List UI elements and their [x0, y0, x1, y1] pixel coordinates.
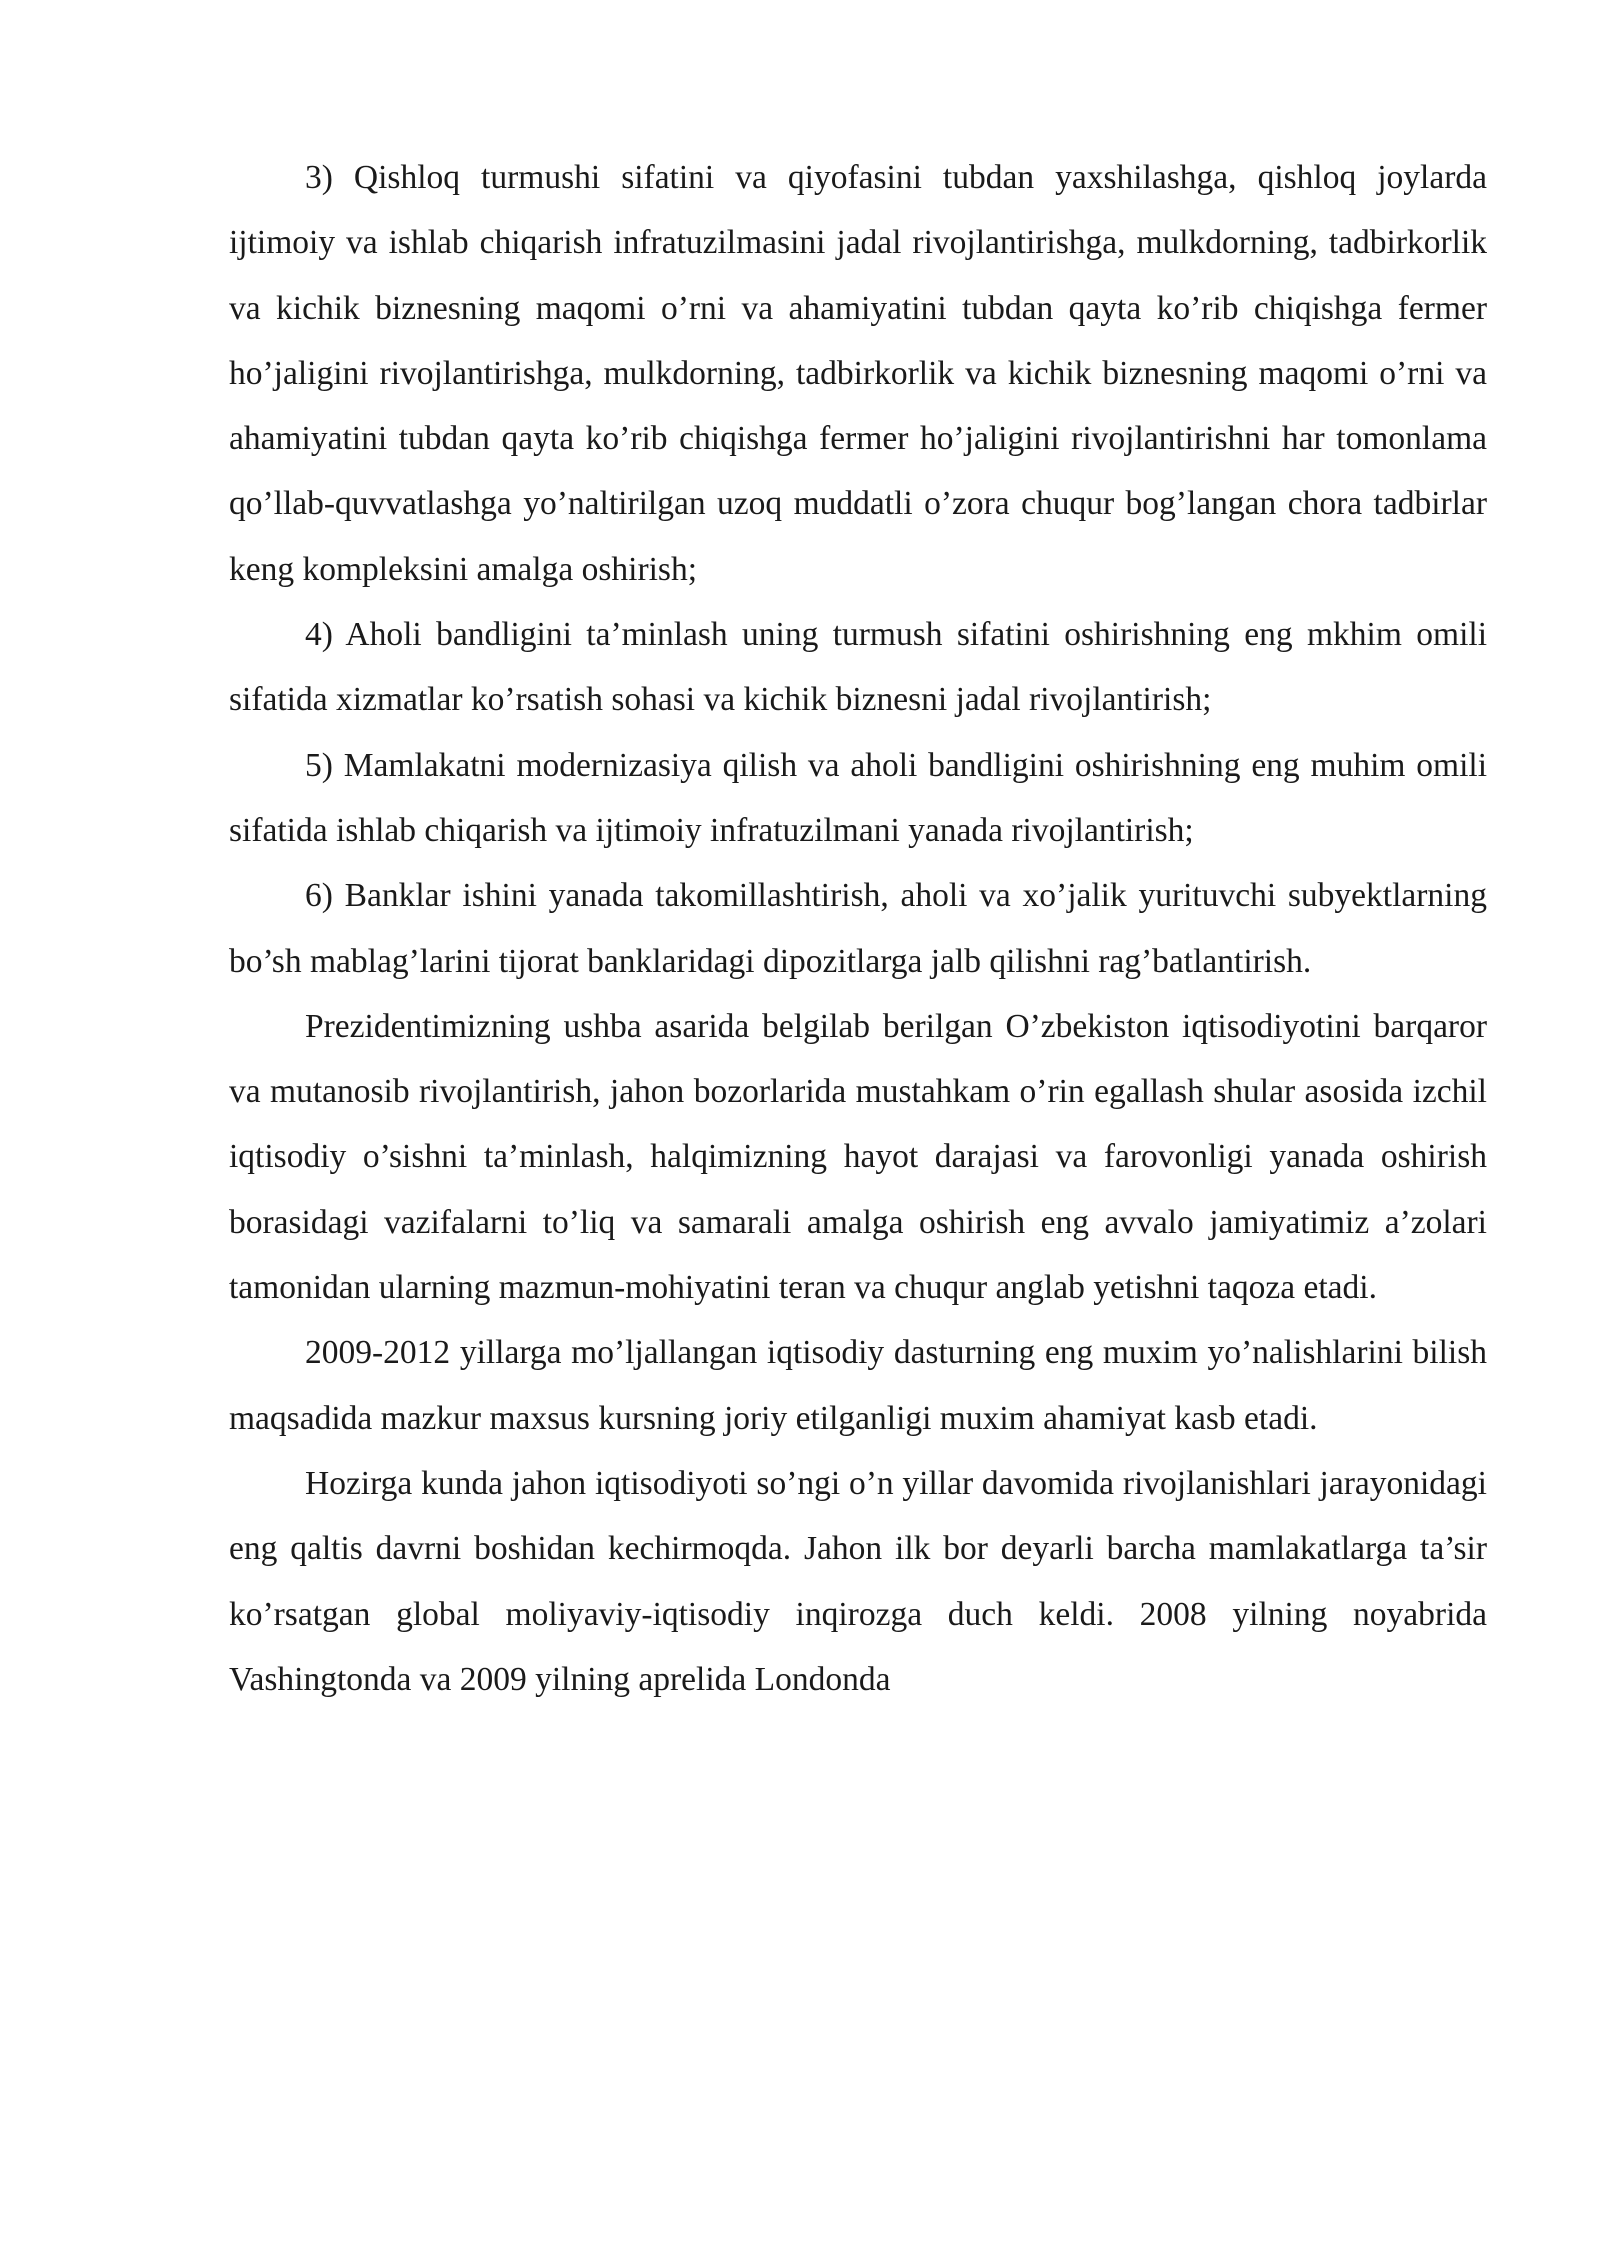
paragraph-item-5: 5) Mamlakatni modernizasiya qilish va aholi bandligini oshirishning eng muhim omili sifatida ishlab chiqarish va ijtimoiy infratuzilmani yanada rivojlantirish;: [229, 746, 1487, 849]
paragraph-item-4: 4) Aholi bandligini ta’minlash uning turmush sifatini oshirishning eng mkhim omili sifatida xizmatlar ko’rsatish sohasi va kichik biznesni jadal rivojlantirish;: [229, 616, 1487, 719]
paragraph-item-3: 3) Qishloq turmushi sifatini va qiyofasini tubdan yaxshilashga, qishloq joylarda ijtimoiy va ishlab chiqarish infratuzilmasini jadal rivojlantirishga, mulkdorning, tadbirkorlik va kichik biznesning maqomi o’rni va ahamiyatini tubdan qayta ko’rib chiqishga fermer ho’jaligini rivojlantirishga, mulkdorning, tadbirkorlik va kichik biznesning maqomi o’rni va ahamiyatini tubdan qayta ko’rib chiqishga fermer ho’jaligini rivojlantirishni har tomonlama qo’llab-quvvatlashga yo’naltirilgan uzoq muddatli o’zora chuqur bog’langan chora tadbirlar keng kompleksini amalga oshirish;: [229, 159, 1487, 588]
paragraph-world-economy: Hozirga kunda jahon iqtisodiyoti so’ngi o’n yillar davomida rivojlanishlari jarayonidagi eng qaltis davrni boshidan kechirmoqda. Jahon ilk bor deyarli barcha mamlakatlarga ta’sir ko’rsatgan global moliyaviy-iqtisodiy inqirozga duch keldi. 2008 yilning noyabrida Vashingtonda va 2009 yilning aprelida Londonda: [229, 1464, 1487, 1698]
document-body: [229, 145, 1487, 1712]
paragraph-program-2009-2012: 2009-2012 yillarga mo’ljallangan iqtisodiy dasturning eng muxim yo’nalishlarini bilish maqsadida mazkur maxsus kursning joriy etilganligi muxim ahamiyat kasb etadi.: [229, 1334, 1487, 1437]
paragraph-item-6: 6) Banklar ishini yanada takomillashtirish, aholi va xo’jalik yurituvchi subyektlarning bo’sh mablag’larini tijorat banklaridagi dipozitlarga jalb qilishni rag’batlantirish.: [229, 877, 1487, 980]
paragraph-president: Prezidentimizning ushba asarida belgilab berilgan O’zbekiston iqtisodiyotini barqaror va mutanosib rivojlantirish, jahon bozorlarida mustahkam o’rin egallash shular asosida izchil iqtisodiy o’sishni ta’minlash, halqimizning hayot darajasi va farovonligi yanada oshirish borasidagi vazifalarni to’liq va samarali amalga oshirish eng avvalo jamiyatimiz a’zolari tamonidan ularning mazmun-mohiyatini teran va chuqur anglab yetishni taqoza etadi.: [229, 1007, 1487, 1307]
